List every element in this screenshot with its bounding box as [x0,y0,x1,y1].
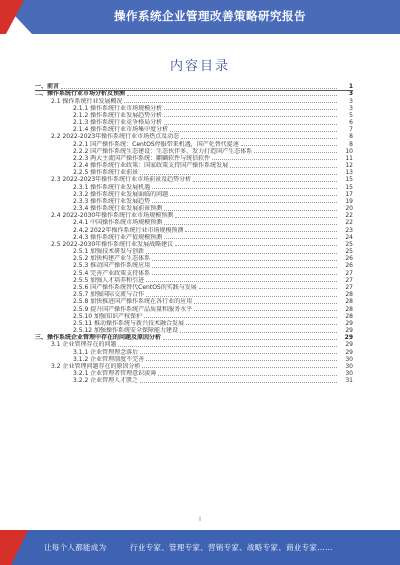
toc-entry-label: 三、操作系统企业管理中存在的问题及原因分析 [35,334,162,342]
toc-leader-dots [140,353,337,354]
toc-entry-page: 3 [348,90,353,98]
toc-leader-dots [194,310,337,311]
toc-entry-page: 22 [345,219,353,227]
toc-entry-label: 2.2 2022-2023年操作系统行业市场热点及动态 [51,133,180,141]
toc-entry[interactable] [35,198,353,205]
toc-leader-dots [152,260,337,261]
toc-leader-dots [146,253,337,254]
toc-entry-page: 28 [345,291,353,299]
footer-text: 让每个人都能成为 [44,543,107,552]
toc-entry-label: 2.4.1 中国操作系统市场规模预测 [73,219,163,227]
toc-leader-dots [152,188,337,189]
toc-entry-page: 27 [345,276,353,284]
toc-entry-label: 3.2.2 企业管理人才匮乏 [73,377,139,385]
toc-entry-label: 2.1.1 操作系统行业市场规模分析 [73,104,163,112]
toc-entry-label: 2.3.3 操作系统行业发展趋势 [73,197,151,205]
footer-slogan: 行业专家、管理专家、营销专家、战略专家、商业专家…… [130,543,333,552]
toc-entry[interactable] [35,219,353,226]
toc-entry-label: 3.2 企业管理问题存在的原因分析 [51,362,141,370]
toc-leader-dots [212,159,337,160]
toc-entry-label: 3.2.1 企业管理者管理意识淡薄 [73,370,157,378]
toc-leader-dots [142,367,337,368]
toc-entry[interactable] [35,191,353,198]
toc-entry-page: 19 [345,197,353,205]
toc-entry[interactable] [35,313,353,320]
toc-leader-dots [146,281,337,282]
toc-entry-label: 2.5.7 加强国际交流与合作 [73,291,145,299]
toc-leader-dots [185,231,337,232]
toc-entry-label: 2.2.1 国产操作系统：CentOS停服带来机遇，国产化替代提速 [73,140,239,148]
toc-leader-dots [164,210,337,211]
toc-entry-page: 31 [345,377,353,385]
toc-entry-label: 2.5.4 完善产业政策支持体系 [73,269,151,277]
toc-entry-page: 27 [345,283,353,291]
toc-entry[interactable] [35,162,353,169]
toc-leader-dots [152,267,337,268]
toc-entry-page: 28 [345,298,353,306]
toc-entry-label: 2.5.12 加强操作系统安全保障能力建设 [73,327,178,335]
toc-leader-dots [241,145,337,146]
toc-entry-label: 二、操作系统行业市场分析及预测 [35,90,126,98]
toc-leader-dots [144,317,337,318]
toc-entry-page: 12 [345,162,353,170]
toc-entry-page: 26 [345,262,353,270]
toc-leader-dots [118,346,337,347]
report-title: 操作系统企业管理改善策略研究报告 [114,9,306,23]
toc-leader-dots [140,174,337,175]
toc-leader-dots [164,116,337,117]
toc-entry-page: 8 [349,133,353,141]
toc-leader-dots [194,303,337,304]
toc-entry[interactable] [35,155,353,162]
toc-entry-page: 10 [345,147,353,155]
table-of-contents [35,83,353,384]
toc-heading: 内容目录 [169,59,230,74]
toc-entry[interactable] [35,90,353,97]
toc-entry-label: 2.5.5 加强人才培养和引进 [73,276,145,284]
toc-leader-dots [230,167,337,168]
toc-leader-dots [164,124,337,125]
toc-leader-dots [199,288,337,289]
toc-entry-label: 2.5.6 国产操作系统替代CentOS的实践与发展 [73,283,197,291]
toc-entry-page: 30 [345,355,353,363]
toc-leader-dots [170,131,337,132]
toc-entry[interactable] [35,370,353,377]
toc-entry-page: 13 [345,169,353,177]
toc-entry[interactable] [35,140,353,147]
toc-entry[interactable] [35,277,353,284]
toc-divider [35,90,353,91]
toc-entry[interactable] [35,169,353,176]
toc-entry-page: 28 [345,312,353,320]
toc-leader-dots [170,195,337,196]
toc-entry-label: 2.2.2 国产操作系统生态建设：生态伙伴多，发力打造国产生态体系 [73,147,253,155]
toc-entry-label: 2.3.2 操作系统行业发展面临的问题 [73,190,169,198]
toc-entry-page: 17 [345,190,353,198]
toc-entry-page: 22 [345,212,353,220]
toc-entry-label: 2.2.4 操作系统行业政策：国家政策支持国产操作系统发展 [73,162,229,170]
toc-entry-label: 2.5 2022-2030年操作系统行业发展战略建议 [51,240,174,248]
toc-leader-dots [254,152,337,153]
toc-leader-dots [127,95,337,96]
toc-entry[interactable] [35,348,353,355]
toc-leader-dots [146,296,337,297]
toc-entry[interactable] [35,320,353,327]
toc-entry[interactable] [35,112,353,119]
toc-entry[interactable] [35,291,353,298]
toc-leader-dots [163,339,337,340]
toc-entry-page: 29 [345,327,353,335]
toc-entry-label: 3.1.1 企业管理理念落后 [73,348,139,356]
toc-leader-dots [164,109,337,110]
toc-entry[interactable] [35,241,353,248]
toc-entry-label: 2.5.3 推动国产操作系统应用 [73,262,151,270]
toc-leader-dots [140,382,337,383]
toc-entry-label: 一、前言 [35,83,60,91]
toc-entry-page: 26 [345,255,353,263]
toc-entry-page: 29 [345,319,353,327]
toc-entry-label: 2.1 操作系统行业发展概况 [51,97,123,105]
toc-leader-dots [152,274,337,275]
toc-entry-page: 3 [349,97,353,105]
toc-entry[interactable] [35,176,353,183]
toc-entry[interactable] [35,327,353,334]
toc-entry-page: 28 [345,305,353,313]
toc-leader-dots [164,238,337,239]
toc-entry-label: 2.4.2 2022年操作系统行业市场规模预测 [73,226,184,234]
toc-entry[interactable] [35,377,353,384]
toc-entry[interactable] [35,226,353,233]
toc-leader-dots [180,332,337,333]
toc-entry-page: 8 [349,140,353,148]
toc-entry-page: 30 [345,362,353,370]
toc-entry-page: 30 [345,370,353,378]
toc-entry-page: 23 [345,226,353,234]
toc-entry-page: 25 [345,240,353,248]
toc-entry[interactable] [35,334,353,341]
toc-entry-label: 3.1.2 企业管理制度不完善 [73,355,145,363]
toc-entry-page: 7 [349,126,353,134]
toc-entry[interactable] [35,248,353,255]
toc-entry-label: 2.5.9 提升国产操作系统产品质量和服务水平 [73,305,193,313]
toc-entry-page: 15 [345,183,353,191]
toc-entry[interactable] [35,212,353,219]
toc-entry-page: 29 [345,341,353,349]
toc-leader-dots [61,88,337,89]
toc-entry-page: 15 [345,176,353,184]
toc-entry[interactable] [35,262,353,269]
toc-entry-page: 25 [345,248,353,256]
toc-entry[interactable] [35,356,353,363]
toc-entry-page: 6 [349,119,353,127]
toc-leader-dots [186,324,337,325]
toc-leader-dots [181,138,337,139]
toc-entry-label: 2.5.2 加快构建产业生态体系 [73,255,151,263]
toc-entry[interactable] [35,255,353,262]
toc-entry[interactable] [35,284,353,291]
toc-entry-label: 2.1.2 操作系统行业发展趋势分析 [73,111,163,119]
toc-leader-dots [193,181,337,182]
toc-leader-dots [164,224,337,225]
toc-entry-page: 11 [345,154,353,162]
toc-entry-page: 29 [344,334,353,342]
toc-entry[interactable] [35,234,353,241]
toc-entry[interactable] [35,97,353,104]
toc-entry-label: 2.3.4 操作系统行业发展前景预测 [73,205,163,213]
toc-entry-label: 3.1 企业管理存在的问题 [51,341,117,349]
toc-entry-label: 2.5.1 加强技术研发与创新 [73,248,145,256]
toc-entry-label: 2.3.1 操作系统行业发展机遇 [73,183,151,191]
toc-entry[interactable] [35,148,353,155]
toc-leader-dots [175,245,337,246]
toc-entry[interactable] [35,341,353,348]
toc-entry[interactable] [35,183,353,190]
toc-entry-label: 2.5.10 加强知识产权保护 [73,312,142,320]
toc-entry-page: 5 [349,111,353,119]
toc-entry-label: 2.5.8 加快推进国产操作系统在各行业的应用 [73,298,193,306]
toc-leader-dots [152,202,337,203]
toc-entry[interactable] [35,298,353,305]
toc-entry-label: 2.4.3 操作系统行业产值规模预测 [73,233,163,241]
toc-leader-dots [146,360,337,361]
toc-entry[interactable] [35,133,353,140]
toc-entry-label: 2.1.3 操作系统行业竞争格局分析 [73,119,163,127]
toc-entry-label: 2.2.3 两大主流国产操作系统：麒麟软件与统信软件 [73,154,211,162]
toc-entry-label: 2.1.4 操作系统行业市场集中度分析 [73,126,169,134]
toc-entry-label: 2.3 2022-2023年操作系统行业市场前景及趋势分析 [51,176,192,184]
toc-entry-page: 27 [345,269,353,277]
toc-leader-dots [175,217,337,218]
toc-entry-label: 2.4 2022-2030年操作系统行业市场规模预测 [51,212,174,220]
toc-entry-label: 2.5.11 推动操作系统与新兴技术融合发展 [73,319,184,327]
page-number: I [199,516,201,523]
toc-entry[interactable] [35,119,353,126]
toc-entry-page: 3 [349,104,353,112]
toc-entry[interactable] [35,205,353,212]
toc-entry-page: 29 [345,348,353,356]
toc-leader-dots [158,375,337,376]
toc-entry[interactable] [35,126,353,133]
toc-leader-dots [124,102,337,103]
toc-entry[interactable] [35,363,353,370]
toc-entry-page: 20 [345,205,353,213]
toc-entry-label: 2.2.5 操作系统行业前景 [73,169,139,177]
toc-entry[interactable] [35,305,353,312]
toc-entry[interactable] [35,269,353,276]
toc-entry-page: 24 [345,233,353,241]
toc-entry-page: 1 [348,83,353,91]
toc-entry[interactable] [35,105,353,112]
